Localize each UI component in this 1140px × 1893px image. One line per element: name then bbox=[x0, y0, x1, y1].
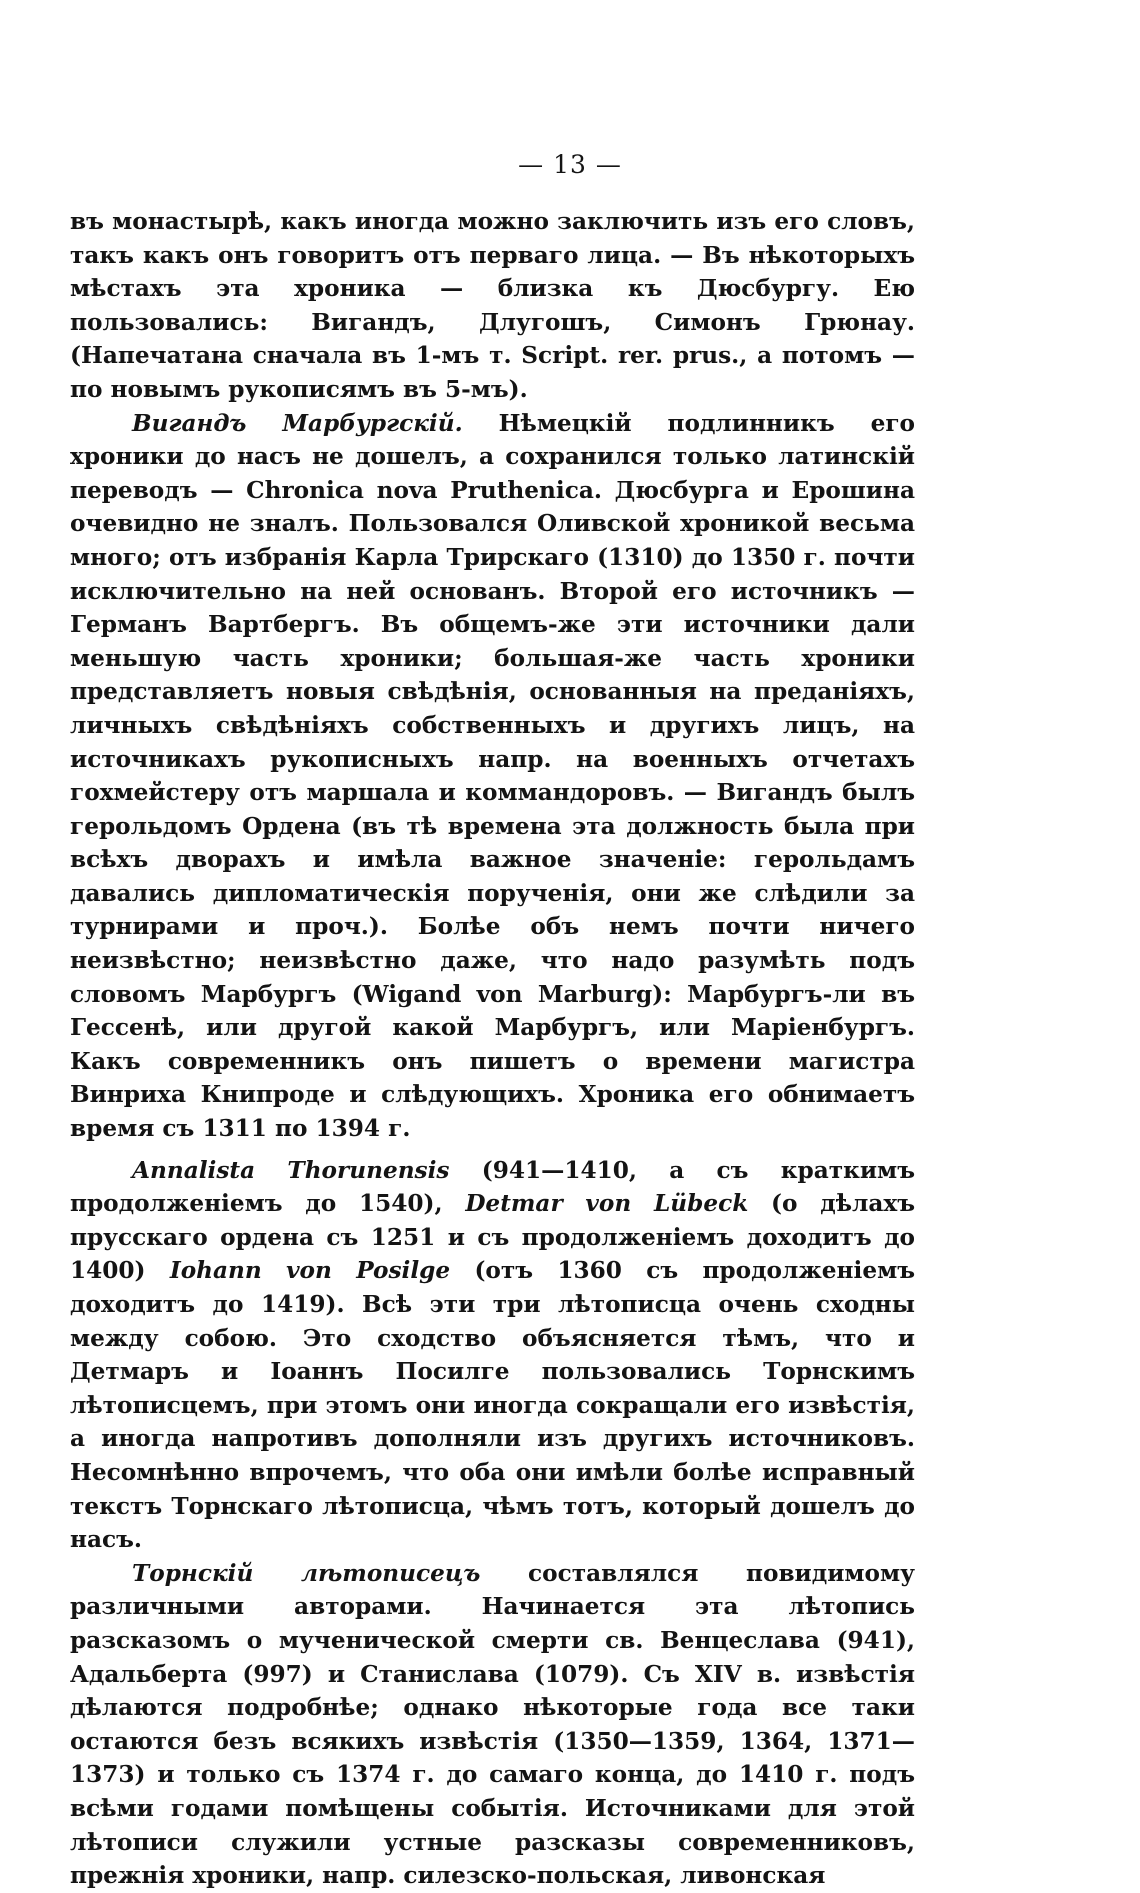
paragraph-4 bbox=[70, 1557, 915, 1893]
body-text bbox=[70, 205, 915, 1893]
paragraph-3-segment: Iohann von Posilge bbox=[169, 1257, 451, 1285]
paragraph-2-text: Нѣмецкій подлинникъ его хроники до насъ не дошелъ, а сохранился только латинскій переводъ — Chronica nova Prutheniса. Дюсбурга и Ерошина очевидно не зналъ. Пользовался Оливской хроникой весьма много; отъ избранія Карла Трирскаго (1310) до 1350 г. почти исключительно на ней основанъ. Второй его источникъ — Германъ Вартбергъ. Въ общемъ-же эти источники дали меньшую часть хроники; большая-же часть хроники представляетъ новыя свѣдѣнія, основанныя на преданіяхъ, личныхъ свѣдѣніяхъ собственныхъ и другихъ лицъ, на источникахъ рукописныхъ напр. на военныхъ отчетахъ гохмейстеру отъ маршала и коммандоровъ. — Вигандъ былъ герольдомъ Ордена (въ тѣ времена эта должность была при всѣхъ дворахъ и имѣла важное значеніе: герольдамъ давались дипломатическія порученія, они же слѣдили за турнирами и проч.). Болѣе объ немъ почти ничего неизвѣстно; неизвѣстно даже, что надо разумѣть подъ словомъ Марбургъ (Wigand von Marburg): Марбургъ-ли въ Гессенѣ, или другой какой Марбургъ, или Маріенбургъ. Какъ современникъ онъ пишетъ о времени магистра Винриха Книпроде и слѣдующихъ. Хроника его обнимаетъ время съ 1311 по 1394 г. bbox=[70, 409, 915, 1143]
paragraph-3-segment: (941—1410, а съ краткимъ продолженіемъ до 1540), bbox=[70, 1156, 915, 1218]
paragraph-1: въ монастырѣ, какъ иногда можно заключить изъ его словъ, такъ какъ онъ говоритъ отъ перваго лица. — Въ нѣкоторыхъ мѣстахъ эта хроника — близка къ Дюсбургу. Ею пользовались: Вигандъ, Длугошъ, Симонъ Грюнау. (Напечатана сначала въ 1-мъ т. Script. rer. prus., а потомъ — по новымъ рукописямъ въ 5-мъ). bbox=[70, 208, 915, 403]
paragraph-3 bbox=[70, 1154, 915, 1557]
paragraph-4-text: составлялся повидимому различными авторами. Начинается эта лѣтопись разсказомъ о мученической смерти св. Венцеслава (941), Адальберта (997) и Станислава (1079). Съ XIV в. извѣстія дѣлаются подробнѣе; однако нѣкоторые года все таки остаются безъ всякихъ извѣстія (1350—1359, 1364, 1371—1373) и только съ 1374 г. до самаго конца, до 1410 г. подъ всѣми годами помѣщены событія. Источниками для этой лѣтописи служили устные разсказы современниковъ, прежнія хроники, напр. силезско-польская, ливонская bbox=[70, 1559, 915, 1890]
paragraph-3-segment: (о дѣлахъ прусскаго ордена съ 1251 и съ продолженіемъ доходитъ до 1400) bbox=[70, 1190, 915, 1285]
paragraph-3-segment: Annalista Thorunensis bbox=[132, 1156, 450, 1184]
paragraph-3-segment: (отъ 1360 съ продолженіемъ доходитъ до 1419). Всѣ эти три лѣтописца очень сходны между собою. Это сходство объясняется тѣмъ, что и Детмаръ и Іоаннъ Посилге пользовались Торнскимъ лѣтописцемъ, при этомъ они иногда сокращали его извѣстія, а иногда напротивъ дополняли изъ другихъ источниковъ. Несомнѣнно впрочемъ, что оба они имѣли болѣе исправный текстъ Торнскаго лѣтописца, чѣмъ тотъ, который дошелъ до насъ. bbox=[70, 1257, 915, 1554]
paragraph-3-segment: Detmar von Lübeck bbox=[465, 1190, 749, 1218]
paragraph-2 bbox=[70, 407, 915, 1146]
page-number: — 13 — bbox=[518, 150, 622, 179]
paragraph-4-lead: Торнскій лѣтописецъ bbox=[132, 1559, 481, 1587]
paragraph-2-lead: Вигандъ Марбургскій. bbox=[132, 409, 463, 437]
